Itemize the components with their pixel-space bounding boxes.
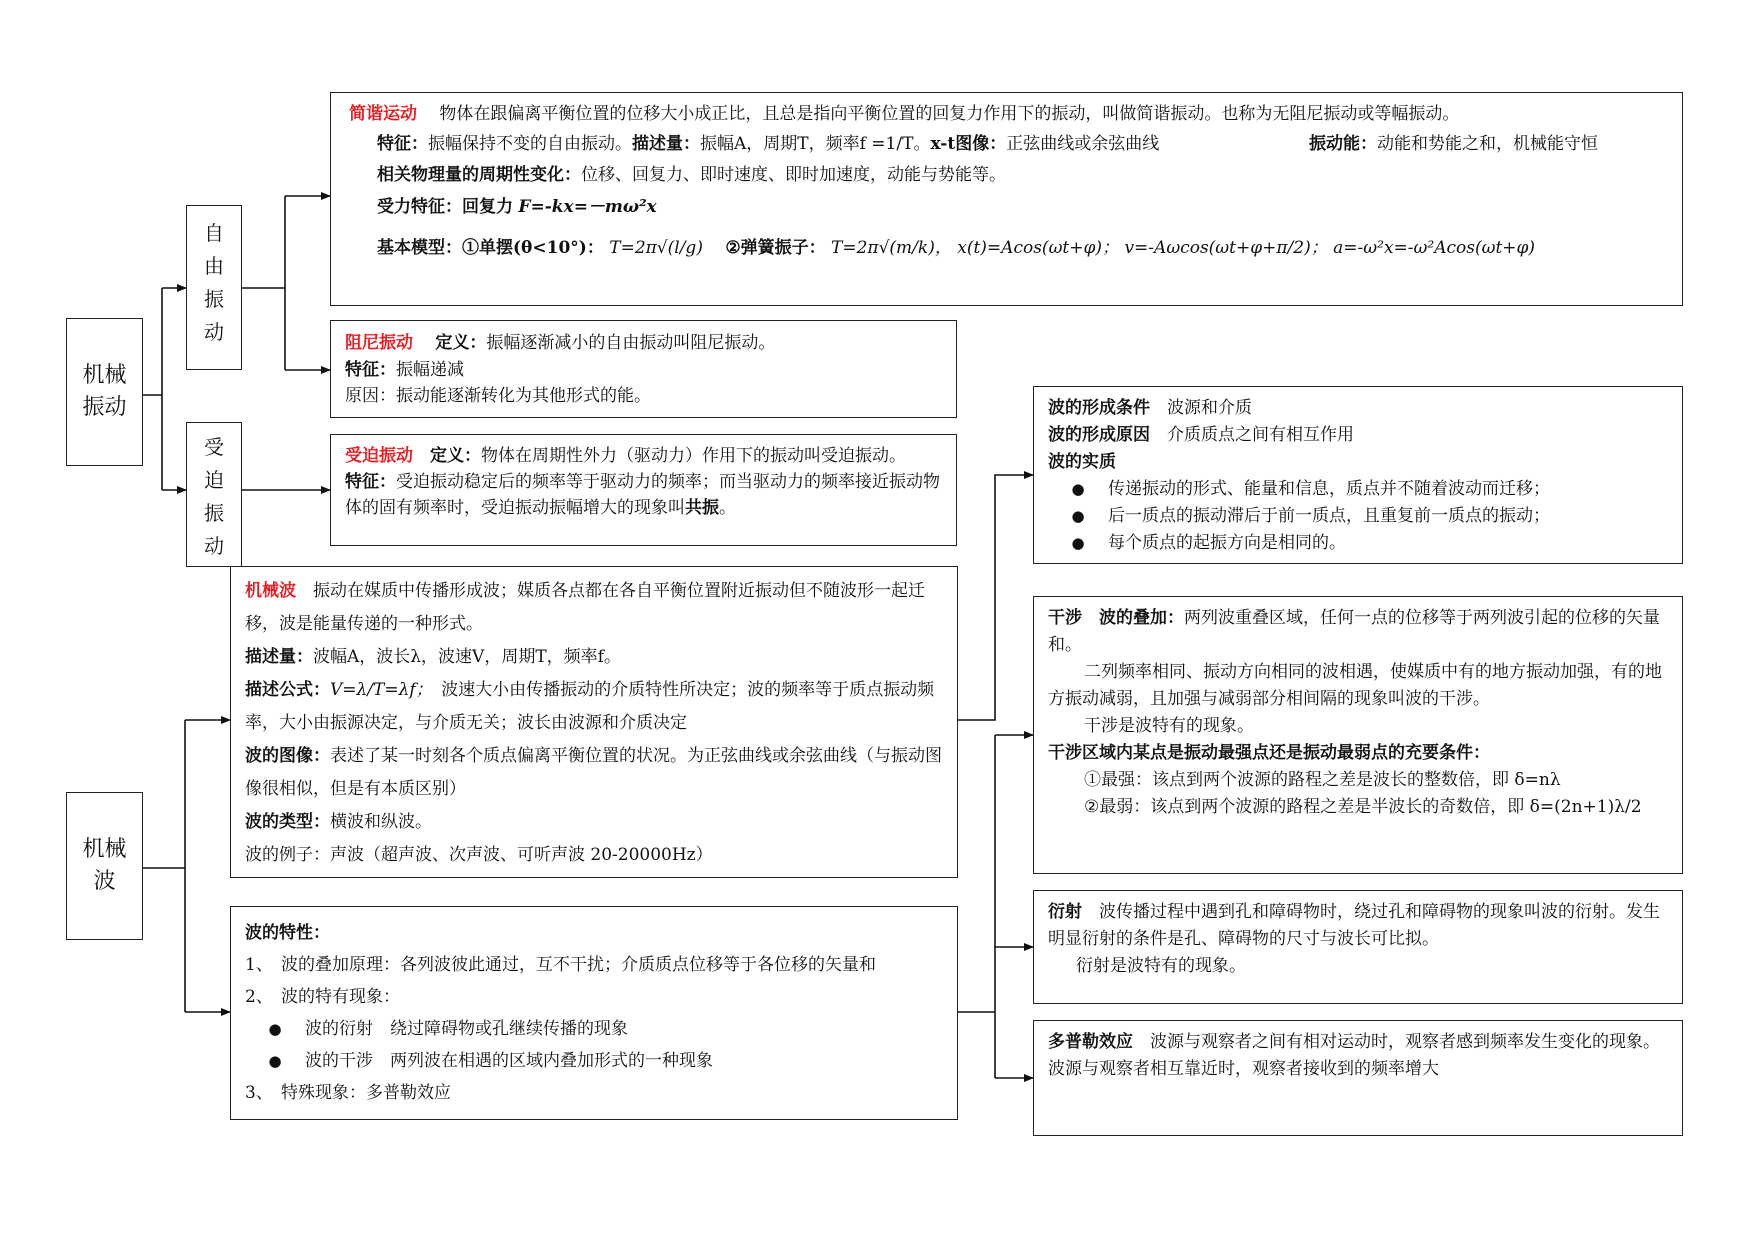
spring-formula: T=2π√(m/k)， [831, 238, 952, 258]
damped-cause: 原因：振动能逐渐转化为其他形式的能。 [345, 386, 651, 406]
interference-text: 干涉 波的叠加：两列波重叠区域，任何一点的位移等于两列波引起的位移的矢量和。 二列频率相同、振动方向相同的波相遇，使媒质中有的地方振动加强，有的地方振动减弱，且加强与减弱部分相间隔的现象叫波的干涉。 干涉是波特有的现象。 干涉区域内某点是振动最强点还是振动最弱点的充要条件： ①最强：该点到两个波源的路程之差是波长的整数倍，即 δ=nλ ②最弱：该点到两个波源的路程之差是半波长的奇数倍，即 δ=(2n+1)λ/2 [1048, 608, 1662, 817]
formation-text: 波的形成条件 波源和介质 波的形成原因 介质质点之间有相互作用 波的实质 ● 传递振动的形式、能量和信息，质点并不随着波动而迁移； ● 后一质点的振动滞后于前一质点，且重复前一质点的振动； ● 每个质点的起振方向是相同的。 [1048, 398, 1550, 553]
shm-force: 受力特征：回复力 F=-kx=－mω²x [377, 197, 657, 217]
shm-energy: 振动能：动能和势能之和，机械能守恒 [1309, 134, 1598, 154]
forced-text: 受迫振动 定义：物体在周期性外力（驱动力）作用下的振动叫受迫振动。 特征：受迫振动稳定后的频率等于驱动力的频率；而当驱动力的频率接近振动物体的固有频率时，受迫振动振幅增大的现象叫共振。 [345, 446, 940, 518]
branch-forced-vibration: 受迫振动 [186, 422, 242, 567]
shm-features: 特征：振幅保持不变的自由振动。描述量：振幅A，周期T，频率f =1/T。x-t图像：正弦曲线或余弦曲线 [377, 134, 1160, 154]
mechanical-wave-box [230, 566, 958, 878]
doppler-text: 多普勒效应 波源与观察者之间有相对运动时，观察者感到频率发生变化的现象。 波源与观察者相互靠近时，观察者接收到的频率增大 [1048, 1032, 1660, 1079]
root-mechanical-wave: 机械波 [66, 792, 143, 940]
props-text: 波的特性： 1、 波的叠加原理：各列波彼此通过，互不干扰；介质质点位移等于各位移的矢量和 2、 波的特有现象： ● 波的衍射 绕过障碍物或孔继续传播的现象 ● 波的干涉 两列波在相遇的区域内叠加形式的一种现象 3、 特殊现象：多普勒效应 [245, 923, 876, 1103]
branch-free-vibration: 自由振动 [186, 205, 242, 370]
damped-box [330, 320, 957, 418]
pendulum-formula: T=2π√(l/g) [609, 238, 703, 258]
shm-definition: 简谐运动 物体在跟偏离平衡位置的位移大小成正比，且总是指向平衡位置的回复力作用下的振动，叫做简谐振动。也称为无阻尼振动或等幅振动。 [349, 104, 1460, 124]
diffraction-box [1033, 890, 1683, 1004]
diffraction-text: 衍射 波传播过程中遇到孔和障碍物时，绕过孔和障碍物的现象叫波的衍射。发生明显衍射的条件是孔、障碍物的尺寸与波长可比拟。 衍射是波特有的现象。 [1048, 902, 1660, 976]
shm-models: 基本模型：①单摆(θ<10°)： T=2π√(l/g) ②弹簧振子： T=2π√(m/k)， x(t)=Acos(ωt+φ)； v=-Aωcos(ωt+φ+π/2)； a=-ω²x=-ω²Acos(ωt+φ) [377, 238, 1536, 258]
mwave-text: 机械波 振动在媒质中传播形成波；媒质各点都在各自平衡位置附近振动但不随波形一起迁移，波是能量传递的一种形式。 描述量：波幅A，波长λ，波速V，周期T，频率f。 描述公式：V=λ/T=λf； 波速大小由传播振动的介质特性所决定；波的频率等于质点振动频率，大小由振源决定，与介质无关；波长由波源和介质决定 波的图像：表述了某一时刻各个质点偏离平衡位置的状况。为正弦曲线或余弦曲线（与振动图像很相似，但是有本质区别） 波的类型：横波和纵波。 波的例子：声波（超声波、次声波、可听声波 20-20000Hz） [245, 581, 942, 865]
wave-properties-box [230, 906, 958, 1120]
x-formula: x(t)=Acos(ωt+φ)； [957, 238, 1120, 258]
v-formula: v=-Aωcos(ωt+φ+π/2)； [1124, 238, 1328, 258]
shm-periodic: 相关物理量的周期性变化：位移、回复力、即时速度、即时加速度，动能与势能等。 [377, 165, 1006, 185]
wave-formation-box [1033, 386, 1683, 564]
doppler-box [1033, 1020, 1683, 1136]
damped-def: 阻尼振动 定义：振幅逐渐减小的自由振动叫阻尼振动。 [345, 333, 776, 353]
root-mechanical-vibration: 机械振动 [66, 318, 143, 466]
interference-box [1033, 596, 1683, 874]
damped-feature: 特征：振幅递减 [345, 360, 464, 380]
a-formula: a=-ω²x=-ω²Acos(ωt+φ) [1333, 238, 1536, 258]
shm-box [330, 92, 1683, 306]
forced-box [330, 434, 957, 546]
